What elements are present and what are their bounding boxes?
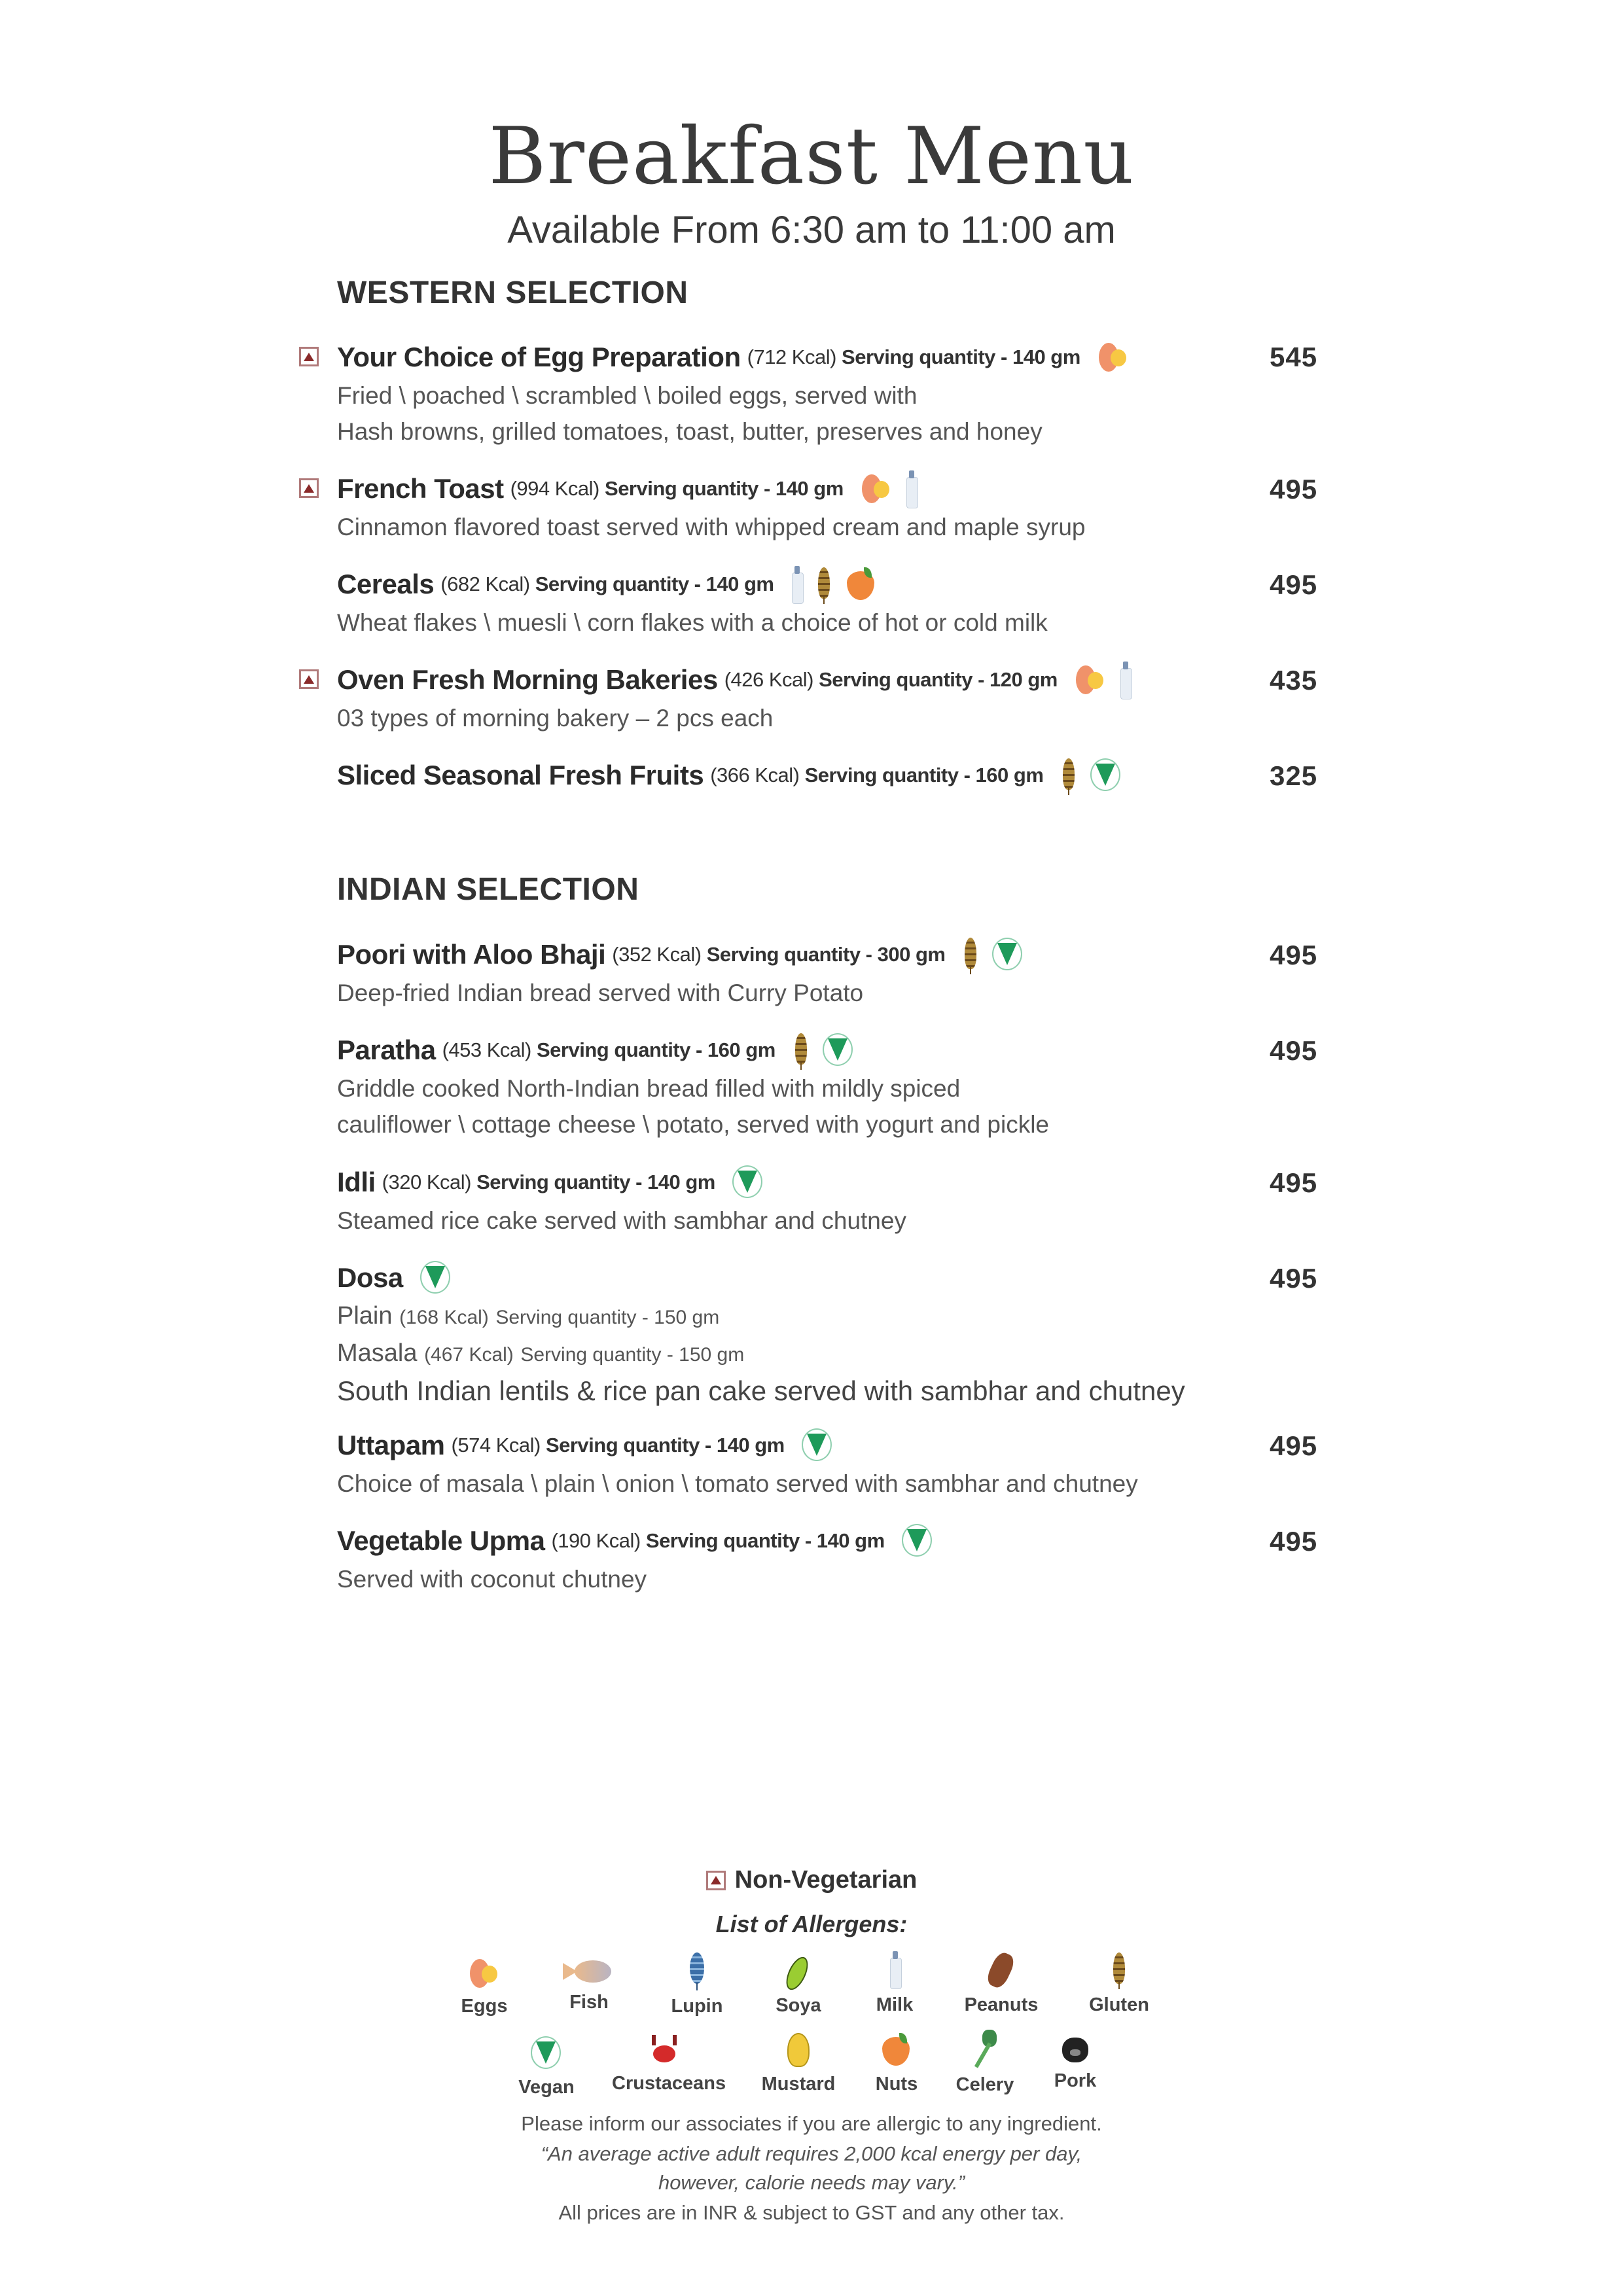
menu-item: [337, 468, 1319, 545]
item-serving: Serving quantity - 140 gm: [535, 573, 774, 595]
variant-name: Plain: [337, 1302, 393, 1330]
item-description: Griddle cooked North-Indian bread filled with mildly spiced: [337, 1075, 961, 1102]
availability-hours: Available From 6:30 am to 11:00 am: [507, 209, 1116, 251]
allergen-label: Gluten: [1089, 1994, 1149, 2015]
vegan-icon: [731, 1164, 765, 1201]
item-name: Sliced Seasonal Fresh Fruits: [337, 760, 704, 790]
menu-item: [337, 1258, 1319, 1409]
non-veg-icon: [299, 478, 319, 498]
gluten-icon: [1059, 756, 1079, 795]
soya-icon: [782, 1953, 815, 1990]
item-price: 495: [1270, 1263, 1318, 1294]
item-meta: [452, 1434, 785, 1457]
item-description: Served with coconut chutney: [337, 1566, 647, 1593]
variant-kcal: (168 Kcal): [399, 1307, 489, 1328]
non-veg-icon: [706, 1871, 726, 1890]
vegan-icon: [529, 2035, 563, 2072]
milk-icon: [887, 1950, 902, 1989]
nuts-icon: [844, 566, 878, 603]
allergen-label: Peanuts: [964, 1994, 1039, 2015]
item-serving: Serving quantity - 120 gm: [819, 668, 1058, 691]
gluten-icon: [791, 1031, 811, 1070]
allergen-soya: [746, 1953, 851, 2017]
egg-icon: [1073, 663, 1107, 697]
item-serving: Serving quantity - 140 gm: [842, 345, 1080, 368]
item-variant: [337, 1298, 1319, 1335]
milk-icon: [789, 565, 804, 604]
item-price: 495: [1270, 1526, 1318, 1557]
menu-item: [337, 1521, 1319, 1597]
item-description: Cinnamon flavored toast served with whipped cream and maple syrup: [337, 514, 1086, 540]
menu-item: [337, 337, 1319, 450]
item-kcal: (682 Kcal): [440, 573, 530, 595]
item-description: 03 types of morning bakery – 2 pcs each: [337, 705, 774, 732]
menu-item: [337, 1030, 1319, 1142]
item-meta: [510, 477, 844, 501]
allergen-gluten: [1067, 1950, 1171, 2016]
item-meta: [747, 345, 1080, 369]
gluten-icon: [1109, 1950, 1129, 1989]
item-name: Dosa: [337, 1262, 403, 1293]
item-kcal: (320 Kcal): [382, 1171, 471, 1193]
item-name: Cereals: [337, 569, 435, 599]
item-price: 495: [1270, 569, 1318, 600]
menu-item: [337, 1425, 1319, 1502]
calorie-note: “An average active adult requires 2,000 kcal energy per day,: [541, 2142, 1082, 2165]
menu-item: [337, 564, 1319, 641]
item-name: Paratha: [337, 1034, 436, 1065]
section-title-indian: INDIAN SELECTION: [337, 872, 639, 907]
item-serving: Serving quantity - 160 gm: [804, 764, 1044, 786]
item-kcal: (712 Kcal): [747, 345, 836, 368]
allergen-label: Nuts: [875, 2074, 918, 2094]
menu-item: [337, 660, 1319, 736]
gluten-icon: [961, 935, 980, 974]
item-serving: Serving quantity - 300 gm: [706, 943, 946, 966]
allergen-label: Crustaceans: [612, 2073, 726, 2094]
allergen-label: Lupin: [671, 1996, 723, 2017]
calorie-note: however, calorie needs may vary.”: [658, 2171, 965, 2194]
item-serving: Serving quantity - 140 gm: [476, 1171, 715, 1193]
item-description: Steamed rice cake served with sambhar and chutney: [337, 1207, 906, 1234]
milk-icon: [904, 469, 918, 508]
item-kcal: (190 Kcal): [551, 1529, 641, 1552]
item-name: French Toast: [337, 473, 504, 504]
item-description: Choice of masala \ plain \ onion \ tomato served with sambhar and chutney: [337, 1470, 1138, 1497]
peanut-icon: [983, 1950, 1020, 1989]
variant-serving: Serving quantity - 150 gm: [495, 1307, 720, 1328]
allergen-label: Eggs: [461, 1996, 508, 2017]
allergen-peanuts: [949, 1950, 1054, 2016]
item-name: Oven Fresh Morning Bakeries: [337, 664, 718, 695]
item-variant: [337, 1335, 1319, 1373]
menu-item: [337, 934, 1319, 1011]
item-price: 495: [1270, 1167, 1318, 1198]
price-note: All prices are in INR & subject to GST and any other tax.: [558, 2201, 1065, 2224]
allergy-note: Please inform our associates if you are allergic to any ingredient.: [521, 2112, 1102, 2135]
milk-icon: [1118, 660, 1132, 699]
allergen-lupin: [645, 1951, 749, 2017]
section-title-western: WESTERN SELECTION: [337, 275, 688, 310]
legend-non-veg: [0, 1866, 1623, 1894]
item-kcal: (366 Kcal): [710, 764, 800, 786]
allergens-title: List of Allergens:: [715, 1911, 908, 1937]
vegan-icon: [821, 1032, 855, 1069]
allergen-label: Fish: [569, 1992, 609, 2013]
item-price: 495: [1270, 474, 1318, 504]
non-veg-icon: [299, 347, 319, 366]
allergen-celery: [933, 2028, 1037, 2096]
vegan-icon: [1089, 757, 1123, 794]
item-name: Poori with Aloo Bhaji: [337, 939, 606, 970]
vegan-icon: [901, 1523, 935, 1559]
item-name: Idli: [337, 1167, 376, 1197]
item-meta: [442, 1038, 776, 1062]
variant-name: Masala: [337, 1339, 418, 1367]
item-price: 435: [1270, 665, 1318, 696]
item-kcal: (453 Kcal): [442, 1038, 531, 1061]
gluten-icon: [814, 565, 834, 604]
item-kcal: (574 Kcal): [451, 1434, 541, 1457]
allergen-label: Milk: [876, 1994, 914, 2015]
item-meta: [382, 1171, 715, 1194]
item-price: 495: [1270, 1430, 1318, 1461]
allergen-label: Pork: [1054, 2070, 1097, 2091]
allergen-label: Vegan: [518, 2077, 575, 2098]
pork-icon: [1060, 2034, 1091, 2065]
crab-icon: [648, 2035, 681, 2068]
item-kcal: (352 Kcal): [612, 943, 702, 966]
nuts-icon: [880, 2032, 914, 2068]
vegan-icon: [991, 936, 1025, 973]
allergen-pork: [1023, 2034, 1128, 2092]
allergen-label: Celery: [955, 2074, 1014, 2095]
item-price: 545: [1270, 342, 1318, 372]
item-kcal: (994 Kcal): [510, 477, 599, 500]
egg-icon: [467, 1956, 501, 1990]
allergen-vegan: [494, 2035, 599, 2098]
legend-non-veg-label: Non-Vegetarian: [734, 1866, 918, 1894]
egg-icon: [859, 472, 893, 506]
mustard-icon: [783, 2032, 813, 2068]
item-name: Uttapam: [337, 1430, 445, 1460]
page-title: Breakfast Menu: [488, 111, 1135, 202]
item-serving: Serving quantity - 140 gm: [545, 1434, 785, 1457]
allergen-mustard: [746, 2032, 851, 2095]
variant-kcal: (467 Kcal): [424, 1344, 514, 1366]
item-description: Wheat flakes \ muesli \ corn flakes with a choice of hot or cold milk: [337, 609, 1048, 636]
item-name: Your Choice of Egg Preparation: [337, 342, 741, 372]
item-serving: Serving quantity - 140 gm: [605, 477, 844, 500]
item-description: South Indian lentils & rice pan cake served with sambhar and chutney: [337, 1375, 1185, 1406]
allergen-milk: [842, 1950, 947, 2016]
item-price: 325: [1270, 760, 1318, 791]
item-meta: [724, 668, 1058, 692]
item-description: Deep-fried Indian bread served with Curry Potato: [337, 980, 864, 1006]
item-name: Vegetable Upma: [337, 1525, 545, 1556]
fish-icon: [563, 1956, 615, 1987]
vegan-icon: [419, 1260, 453, 1296]
lupin-icon: [687, 1951, 707, 1990]
item-kcal: (426 Kcal): [724, 668, 813, 691]
allergen-fish: [537, 1956, 641, 2013]
item-serving: Serving quantity - 140 gm: [645, 1529, 885, 1552]
variant-serving: Serving quantity - 150 gm: [520, 1344, 745, 1366]
allergen-label: Soya: [776, 1995, 821, 2016]
item-meta: [440, 573, 774, 596]
item-meta: [612, 943, 945, 966]
celery-icon: [967, 2028, 1003, 2069]
allergen-eggs: [432, 1956, 537, 2017]
allergen-crustaceans: [612, 2035, 726, 2094]
allergen-label: Mustard: [761, 2074, 836, 2094]
non-veg-icon: [299, 669, 319, 689]
item-meta: [710, 764, 1043, 787]
item-price: 495: [1270, 1035, 1318, 1066]
menu-item: [337, 1162, 1319, 1239]
item-description: Fried \ poached \ scrambled \ boiled eggs, served with: [337, 382, 918, 409]
item-description: Hash browns, grilled tomatoes, toast, butter, preserves and honey: [337, 418, 1043, 445]
menu-item: [337, 755, 1319, 796]
egg-icon: [1096, 340, 1130, 374]
vegan-icon: [800, 1427, 834, 1464]
item-price: 495: [1270, 940, 1318, 970]
item-serving: Serving quantity - 160 gm: [537, 1038, 776, 1061]
item-meta: [551, 1529, 884, 1553]
item-description: cauliflower \ cottage cheese \ potato, served with yogurt and pickle: [337, 1111, 1049, 1138]
